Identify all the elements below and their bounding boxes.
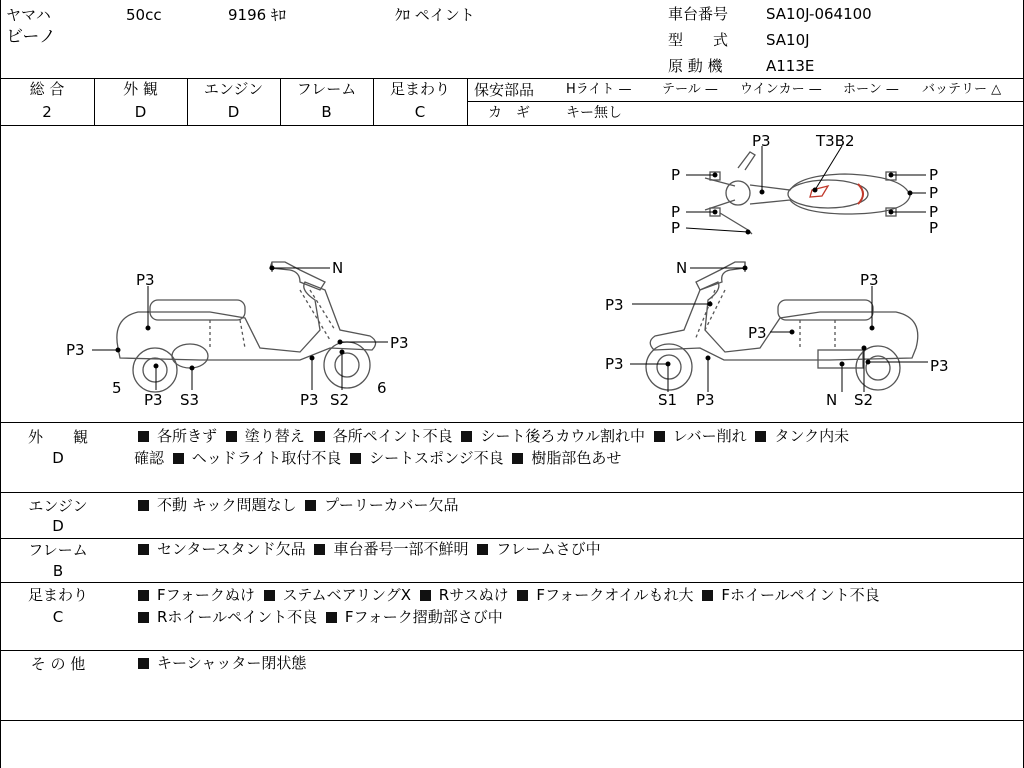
note-grade: C	[52, 608, 64, 626]
damage-label: T3B2	[816, 132, 855, 150]
damage-label: N	[826, 391, 838, 409]
note-grade: D	[52, 449, 64, 467]
divider	[0, 720, 1024, 721]
note-item: Fホイールペイント不良	[721, 586, 880, 604]
note-item: プーリーカバー欠品	[324, 496, 459, 514]
divider	[0, 650, 1024, 651]
divider	[0, 492, 1024, 493]
note-item: シートスポンジ不良	[369, 449, 504, 467]
note-grade: B	[52, 562, 64, 580]
grade-value-frame: B	[321, 103, 332, 121]
note-item: Fフォークオイルもれ大	[536, 586, 694, 604]
note-line	[134, 584, 880, 606]
note-label: 足まわり	[27, 586, 88, 604]
note-line	[134, 652, 306, 674]
damage-label: P	[929, 203, 939, 221]
damage-label: N	[332, 259, 344, 277]
color: ｸﾛ ペイント	[395, 6, 475, 24]
divider	[0, 582, 1024, 583]
damage-label: P3	[144, 391, 163, 409]
grade-header-exterior: 外 観	[123, 80, 158, 98]
note-item: Fフォーク摺動部さび中	[344, 608, 503, 626]
note-label: エンジン	[28, 497, 88, 515]
damage-label: P3	[748, 324, 767, 342]
note-item: フレームさび中	[496, 540, 601, 558]
type-label: 型 式	[668, 31, 729, 49]
safety-item-winker: ウインカー —	[740, 82, 822, 97]
damage-label: S2	[854, 391, 874, 409]
type-value: SA10J	[766, 31, 810, 49]
grade-value-total: 2	[42, 103, 52, 121]
grade-value-engine: D	[227, 103, 240, 121]
note-item: 各所ペイント不良	[332, 427, 453, 445]
damage-label: P	[929, 184, 939, 202]
model-name: ビーノ	[6, 27, 56, 47]
damage-label: 6	[377, 379, 387, 397]
engine-label: 原 動 機	[668, 57, 723, 75]
note-line	[134, 447, 621, 469]
frame-no-label: 車台番号	[668, 5, 729, 23]
safety-label: 保安部品	[474, 81, 535, 99]
damage-label: P3	[390, 334, 409, 352]
key-label: カ ギ	[488, 105, 530, 121]
maker: ヤマハ	[6, 6, 51, 24]
note-item: 車台番号一部不鮮明	[333, 540, 469, 558]
damage-label: P3	[605, 296, 624, 314]
divider	[0, 422, 1024, 423]
note-line	[134, 425, 849, 447]
safety-item-headlight: Hライト —	[566, 82, 632, 97]
note-item: Rホイールペイント不良	[157, 608, 318, 626]
grade-header-frame: フレーム	[296, 80, 357, 98]
displacement: 50cc	[126, 6, 162, 24]
damage-label: S2	[330, 391, 350, 409]
damage-label: P3	[930, 357, 949, 375]
damage-label: P3	[136, 271, 155, 289]
key-value: キー無し	[566, 105, 622, 121]
note-line	[134, 538, 601, 560]
damage-label: P3	[696, 391, 715, 409]
grade-header-total: 総 合	[29, 80, 65, 98]
damage-label: P3	[752, 132, 771, 150]
note-item: 樹脂部色あせ	[531, 449, 622, 467]
note-item: 塗り替え	[244, 427, 305, 445]
note-item: 不動 キック問題なし	[157, 496, 297, 514]
note-item: シート後ろカウル割れ中	[480, 427, 645, 445]
note-label: フレーム	[28, 541, 88, 559]
note-item: キーシャッター閉状態	[157, 654, 307, 672]
frame-no: SA10J-064100	[766, 5, 872, 23]
damage-label: P3	[66, 341, 85, 359]
damage-label: P3	[300, 391, 319, 409]
note-item: Rサスぬけ	[438, 586, 509, 604]
mileage: 9196 ｷﾛ	[228, 6, 286, 24]
safety-item-battery: バッテリー △	[922, 82, 1002, 97]
damage-label: P	[671, 219, 681, 237]
note-item: タンク内未	[774, 427, 850, 445]
grade-header-engine: エンジン	[203, 80, 264, 98]
note-item: レバー削れ	[672, 427, 747, 445]
divider	[468, 101, 1024, 102]
diagram-labels-top	[671, 132, 938, 237]
note-line	[134, 606, 503, 628]
scooter-damage-diagram	[0, 126, 1024, 422]
grade-header-suspension: 足まわり	[389, 80, 450, 98]
note-label: そ の 他	[30, 655, 86, 673]
note-item: ヘッドライト取付不良	[191, 449, 342, 467]
damage-label: P3	[605, 355, 624, 373]
damage-label: 5	[112, 379, 122, 397]
note-item: 各所きず	[157, 427, 218, 445]
damage-label: P3	[860, 271, 879, 289]
divider	[0, 78, 1024, 79]
note-label: 外 観	[27, 428, 88, 446]
damage-label: P	[929, 166, 939, 184]
damage-label: S1	[658, 391, 678, 409]
engine-value: A113E	[766, 57, 815, 75]
divider	[467, 78, 468, 125]
note-line	[134, 494, 459, 516]
grade-value-suspension: C	[414, 103, 426, 121]
note-item: 確認	[134, 449, 165, 467]
damage-label: S3	[180, 391, 200, 409]
grade-value-exterior: D	[134, 103, 147, 121]
safety-item-horn: ホーン —	[843, 82, 899, 97]
note-item: Fフォークぬけ	[157, 586, 255, 604]
note-grade: D	[52, 517, 64, 535]
damage-label: P	[671, 166, 681, 184]
note-item: センタースタンド欠品	[157, 540, 306, 558]
scooter-top-view-sketch	[705, 152, 910, 234]
damage-label: P	[929, 219, 939, 237]
note-item: ステムベアリングX	[282, 586, 411, 604]
damage-label: P	[671, 203, 681, 221]
damage-label: N	[676, 259, 688, 277]
safety-item-tail: テール —	[662, 82, 718, 97]
